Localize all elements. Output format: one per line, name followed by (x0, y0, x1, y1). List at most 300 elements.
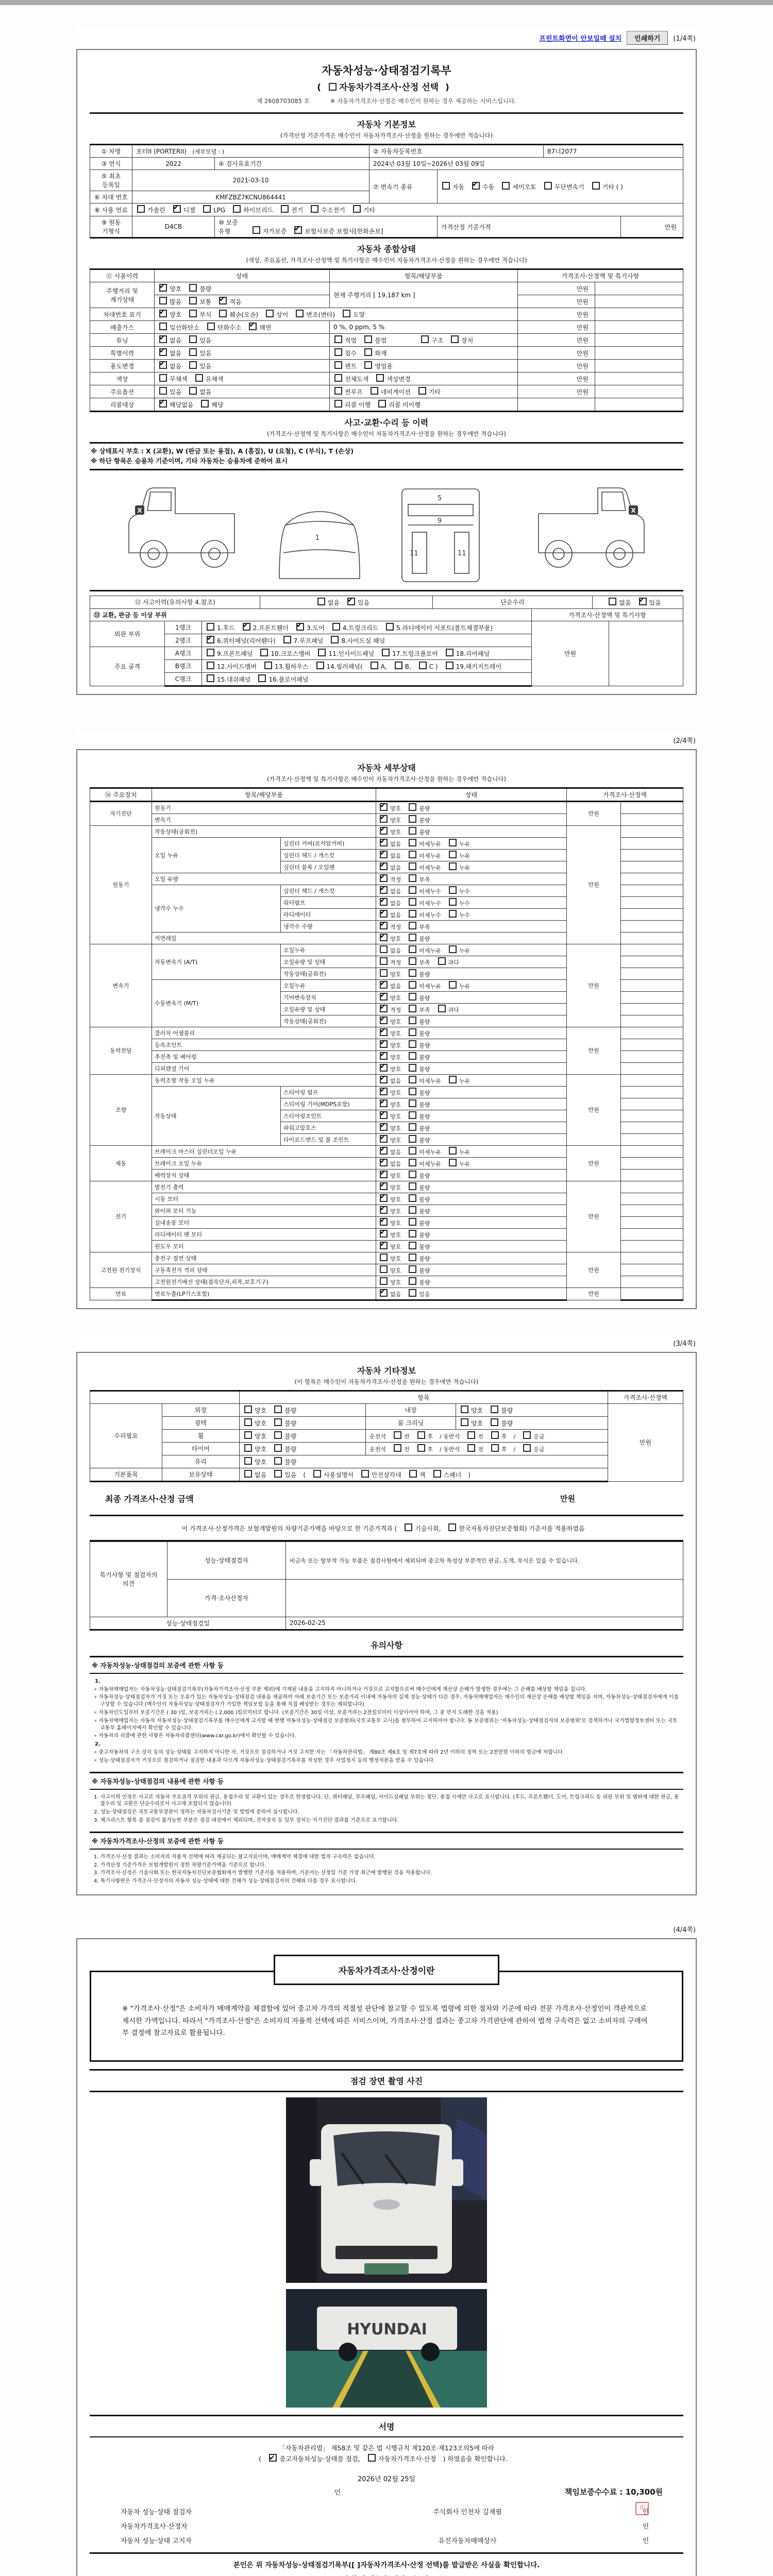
checkbox-unchecked-icon (203, 205, 211, 213)
checkbox-label: 수소전기 (321, 207, 345, 214)
checkbox-label: 양호 (390, 971, 401, 978)
device-group-label: 조향 (90, 1074, 152, 1145)
checkbox-checked-icon (159, 335, 167, 343)
item-label: 디퍼렌셜 기어 (152, 1062, 376, 1074)
checkbox-unchecked-icon (409, 1265, 416, 1273)
tire-positions (366, 1442, 608, 1455)
option-items (330, 385, 518, 398)
emission-options (155, 321, 330, 334)
checkbox-checked-icon (380, 910, 388, 918)
checkbox-label: 장치 (461, 337, 474, 344)
checkbox-unchecked-icon (159, 297, 167, 304)
checkbox-label: ) 하였음을 확인합니다. (443, 2455, 508, 2463)
price-blank-cell (621, 1240, 683, 1252)
checkbox-label: / 동반석 (440, 1433, 460, 1440)
checkbox-checked-icon (159, 400, 167, 408)
item-state (376, 1015, 567, 1027)
checkbox-unchecked-icon (446, 662, 453, 669)
price-blank-cell (621, 1086, 683, 1098)
checkbox-unchecked-icon (409, 839, 416, 846)
row-label: 주요옵션 (90, 385, 155, 398)
checkbox-checked-icon (380, 851, 388, 858)
price-blank-cell (621, 1276, 683, 1287)
checkbox-checked-icon (380, 1111, 388, 1119)
checkbox-label: 썬루프 (345, 388, 363, 396)
checkbox-label: 없음 (390, 947, 401, 954)
item-state (376, 1287, 567, 1300)
usage-items (330, 360, 518, 372)
col-header: 항목/해당부품 (330, 269, 518, 282)
checkbox-checked-icon (380, 862, 388, 870)
panel-rank-table (90, 608, 683, 687)
checkbox-unchecked-icon (438, 1005, 446, 1012)
detail-table (90, 787, 683, 1301)
checkbox-unchecked-icon (449, 886, 457, 894)
price-unit: 만원 (567, 1145, 621, 1181)
repair-needed-label: 수리필요 (90, 1403, 162, 1468)
checkbox-checked-icon (380, 898, 388, 906)
checkbox-label: 불량 (419, 1125, 430, 1132)
checkbox-label: 없음 (170, 363, 182, 370)
checkbox-unchecked-icon (442, 182, 450, 190)
checkbox-unchecked-icon (448, 1523, 456, 1531)
buyer-confirmation-date (90, 2571, 683, 2576)
checkbox-label: 부식 (199, 311, 212, 318)
checkbox-label: 전 (404, 1433, 410, 1440)
checkbox-unchecked-icon (491, 1418, 498, 1426)
checkbox-unchecked-icon (334, 400, 342, 408)
warranty-fee: 책임보증수수료 : 10,300원 (564, 2487, 663, 2497)
checkbox-label: 3.도어 (307, 624, 325, 632)
item-label: 실린더 헤드 / 개스킷 (281, 849, 376, 861)
appraiser-opinion-label: 가격·조사산정자 (167, 1579, 286, 1617)
top-gray-bar (0, 0, 773, 5)
checkbox-label: 보통 (199, 298, 212, 306)
accident-title: 사고·교환·수리 등 이력 (344, 418, 429, 428)
appraisal-box-text: ※ "가격조사·산정"은 소비자가 매매계약을 체결함에 있어 중고차 가격의 적절성 판단에 참고할 수 있도록 법령에 의한 절차와 기준에 따라 전문 가격조사·산정인이 객관적으로 제시한 가액입니다. 따라서 "가격조사·산정"은 소비자의 자율적 선택에 따른 서비스이며, 가격조사·산정 결과는 중고차 가격판단에 관하여 법적 구속력은 없고 소비자의 구매여부 결정에 참고자료로 활용됩니다. (90, 1971, 683, 2062)
field-label: ① 차명 (90, 145, 132, 158)
checkbox-label: 불량 (419, 828, 430, 836)
checkbox-unchecked-icon (409, 969, 416, 977)
checkbox-unchecked-icon (207, 623, 214, 631)
basic-items-label: 기본품목 (90, 1468, 162, 1481)
device-group-label: 변속기 (90, 944, 152, 1027)
table-row (90, 1027, 683, 1039)
price-unit: 만원 (567, 944, 621, 1027)
page3-header (76, 1334, 697, 1352)
accident-history-state (260, 596, 433, 608)
checkbox-label: 미세누수 (419, 900, 441, 907)
checkbox-label: 미세누유 (419, 947, 441, 954)
item-label: 윈도우 모터 (152, 1240, 376, 1252)
checkbox-label: 없음 (199, 388, 212, 396)
signer-name: 주식회사 인천차 김재필 (433, 2509, 502, 2517)
checkbox-unchecked-icon (394, 1431, 401, 1439)
checkbox-label: 매연 (259, 324, 272, 331)
price-unit: 만원 (518, 295, 595, 308)
photo-brand-text: HYUNDAI (347, 2320, 427, 2338)
checkbox-label: 누유 (459, 852, 470, 859)
checkbox-unchecked-icon (368, 2454, 376, 2462)
checkbox-unchecked-icon (376, 374, 384, 382)
checkbox-label: 자동차가격조사·산정 (378, 2455, 436, 2463)
checkbox-label: 자가보증 (262, 228, 287, 235)
checkbox-label: 7.루프패널 (293, 637, 324, 645)
checkbox-label: 양호 (390, 1137, 401, 1144)
checkbox-label: 양호 (255, 1445, 267, 1453)
price-unit: 만원 (518, 282, 595, 295)
remarks-table (90, 1541, 683, 1631)
checkbox-unchecked-icon (343, 310, 350, 317)
checkbox-label: 양호 (390, 1219, 401, 1227)
wheel-positions (366, 1429, 608, 1442)
checkbox-label: 불량 (419, 1267, 430, 1274)
checkbox-label: 양호 (390, 805, 401, 812)
notice-paragraph: 4. 특기사항란은 가격조사·산정자의 자동차 성능·상태에 대한 견해가 성능·상태점검자의 견해와 다를 경우 표시합니다. (94, 1878, 358, 1885)
checkbox-checked-icon (219, 297, 227, 304)
checkbox-checked-icon (380, 1147, 388, 1155)
checkbox-label: 수동 (482, 183, 495, 191)
price-blank-cell (621, 1252, 683, 1264)
item-label: 실린더 커버(로커암커버) (281, 837, 376, 849)
checkbox-checked-icon (380, 1230, 388, 1238)
checkbox-label: 전 (478, 1446, 483, 1453)
checkbox-label: 하이브리드 (243, 207, 274, 214)
checkbox-checked-icon (347, 598, 355, 605)
checkbox-checked-icon (380, 803, 388, 811)
price-blank-cell (621, 896, 683, 908)
checkbox-label: 누수 (459, 888, 470, 895)
checkbox-label: 후 (501, 1433, 507, 1440)
item-label: 작동상태(공회전) (152, 825, 376, 837)
checkbox-unchecked-icon (189, 335, 197, 343)
checkbox-label: 없음 (390, 1148, 401, 1156)
notice-section-body (90, 1790, 683, 1826)
price-blank-cell (621, 979, 683, 991)
polish-state (240, 1416, 366, 1429)
item-state (376, 1240, 567, 1252)
checkbox-label: 부족 (419, 959, 430, 966)
checkbox-unchecked-icon (233, 205, 241, 213)
item-parent-label: 오일 누유 (152, 837, 281, 873)
checkbox-label: / (513, 1433, 516, 1440)
price-unit: 만원 (608, 1403, 683, 1481)
price-blank-cell (621, 814, 683, 825)
print-button[interactable]: 인쇄하기 (627, 31, 668, 45)
item-state (376, 861, 567, 873)
checkbox-label: 불량 (419, 1042, 430, 1049)
checkbox-label: 양호 (390, 1243, 401, 1250)
tire-state (240, 1442, 366, 1455)
checkbox-checked-icon (380, 1159, 388, 1166)
checkbox-label: 있음 (199, 337, 212, 344)
checkbox-unchecked-icon (409, 1171, 416, 1178)
checkbox-unchecked-icon (334, 387, 342, 395)
checkbox-label: 양호 (390, 1042, 401, 1049)
checkbox-unchecked-icon (219, 310, 227, 317)
checkbox-unchecked-icon (409, 1159, 416, 1166)
checkbox-unchecked-icon (189, 310, 197, 317)
notice-paragraph: ∘ 자동차매매업자는 자동차 자동차성능·상태점검기록부를 매수인에게 고지할 때 현행 자동차성능·상태점검 보증범위(국토교통부 고시)를 첨부하여 고지하여야 합니다. 동 보증범위는 '자동차성능·상태점검자의 보증범위'로 검색하거나 국가법령정보센터 또는 국토교통부 홈페이지에서 확인할 수 있습니다. (94, 1718, 678, 1731)
checkbox-unchecked-icon (380, 1253, 388, 1261)
device-group-label: 제동 (90, 1145, 152, 1181)
row-label: 차대번호 표기 (90, 308, 155, 321)
signer-seal: 인 (642, 2537, 649, 2546)
checkbox-unchecked-icon (274, 1444, 282, 1452)
checkbox-unchecked-icon (364, 348, 372, 356)
vin: KMFZBZ7KCNU864441 (132, 191, 369, 204)
checkbox-label: 해당없음 (170, 401, 194, 409)
price-blank-cell (621, 1050, 683, 1062)
checkbox-unchecked-icon (207, 649, 214, 656)
checkbox-label: 누수 (459, 900, 470, 907)
checkbox-label: 자동 (452, 183, 465, 191)
checkbox-label: 미세누유 (419, 1077, 441, 1084)
item-label: 오일누유 (281, 979, 376, 991)
checkbox-unchecked-icon (283, 636, 291, 643)
item-label: 배력장치 상태 (152, 1169, 376, 1181)
checkbox-label: 잭 (419, 1471, 426, 1479)
checkbox-label: 불량 (419, 1065, 430, 1073)
notice-paragraph: ∘ 자동차매매업자는 자동차성능·상태점검기록부(자동차가격조사·산정 부분 제외)에 기재된 내용을 고지하지 아니하거나 거짓으로 고지함으로써 매수인에게 재산상 손해가 발생한 경우에는 그 손해를 배상할 책임을 집니다. (94, 1686, 587, 1692)
checkbox-unchecked-icon (274, 1418, 282, 1426)
price-blank-cell (621, 956, 683, 968)
inspection-photo-side (90, 2289, 683, 2410)
checkbox-unchecked-icon (433, 1470, 441, 1478)
checkbox-unchecked-icon (371, 662, 378, 669)
checkbox-unchecked-icon (409, 1242, 416, 1249)
checkbox-unchecked-icon (253, 226, 260, 234)
notice-section-header: ※ 자동차가격조사·산정의 보증에 관한 사항 등 (90, 1832, 683, 1850)
checkbox-label: 양호 (390, 1030, 401, 1037)
checkbox-unchecked-icon (409, 827, 416, 835)
checkbox-unchecked-icon (264, 662, 272, 669)
item-state (376, 837, 567, 849)
simple-repair-label: 단순수리 (433, 596, 593, 608)
item-state (376, 1228, 567, 1240)
item-label: 오일 유량 (152, 873, 376, 885)
inspection-date-label: 성능·상태점검일 (90, 1617, 286, 1630)
checkbox-unchecked-icon (409, 1194, 416, 1202)
field-label: ③ 연식 (90, 158, 132, 170)
notice-paragraph: 1. 가격조사·산정 결과는 소비자의 자율적 선택에 따라 제공되는 참고자료이며, 매매계약 체결에 대한 법적 구속력은 없습니다. (94, 1854, 376, 1860)
checkbox-unchecked-icon (296, 310, 304, 317)
item-label: 연료누출(LP가스포함) (152, 1287, 376, 1300)
outer-panel-label: 외판 부위 (90, 621, 165, 647)
price-blank-cell (621, 1264, 683, 1276)
checkbox-unchecked-icon (449, 1147, 457, 1155)
checkbox-checked-icon (380, 1135, 388, 1143)
accident-legend-1: ※ 상태표시 부호 : X (교환), W (판금 또는 용접), A (흠집), U (요철), C (부식), T (손상) (91, 447, 354, 455)
price-blank-cell (621, 1015, 683, 1027)
checkbox-label: 전 (404, 1446, 410, 1453)
item-label: 라디에이터 (281, 908, 376, 920)
page-number-label: (2/4쪽) (673, 737, 696, 745)
checkbox-label: 불량 (419, 1196, 430, 1203)
price-unit: 만원 (518, 347, 595, 360)
checkbox-label: 있음 (649, 599, 661, 606)
checkbox-unchecked-icon (380, 1277, 388, 1285)
item-state (376, 1181, 567, 1193)
checkbox-label: 16.플로어패널 (268, 675, 309, 683)
checkbox-label: 변조(변타) (306, 311, 335, 318)
usage-state (155, 360, 330, 372)
checkbox-checked-icon (380, 1016, 388, 1024)
checkbox-checked-icon (380, 886, 388, 894)
checkbox-label: 없음 (170, 350, 182, 357)
item-state (376, 1216, 567, 1228)
row-label: 휠 (162, 1429, 240, 1442)
item-state (376, 801, 567, 814)
checkbox-unchecked-icon (409, 874, 416, 882)
item-label: 라디에이터 팬 모터 (152, 1228, 376, 1240)
checkbox-label: 색상변경 (386, 376, 411, 383)
checkbox-label: 세미오토 (512, 183, 536, 191)
checkbox-unchecked-icon (244, 1457, 252, 1465)
checkbox-label: 양호 (471, 1419, 483, 1427)
checkbox-label: 양호 (471, 1406, 483, 1414)
doc-service-note: ※ 자동차가격조사·산정은 매수인이 원하는 경우 제공하는 서비스입니다. (330, 97, 516, 105)
checkbox-unchecked-icon (409, 1289, 416, 1297)
checkbox-label: 운전석 (369, 1446, 386, 1453)
checkbox-label: 양호 (390, 817, 401, 824)
basic-items-state (240, 1468, 608, 1481)
checkbox-label: 기타 (363, 207, 375, 214)
item-state (376, 1050, 567, 1062)
checkbox-label: 없음 (255, 1471, 267, 1479)
item-state (376, 1039, 567, 1050)
diagram-zone-11b: 11 (458, 549, 466, 557)
checkbox-label: 없음 (390, 840, 401, 848)
checkbox-label: 양호 (255, 1419, 267, 1427)
interior-state (456, 1403, 608, 1416)
item-state (376, 1110, 567, 1122)
checkbox-label: 양호 (170, 311, 182, 318)
checkbox-label: 양호 (390, 1279, 401, 1286)
red-stamp-icon: 印 (635, 2502, 649, 2515)
row-label: 외장 (162, 1403, 240, 1416)
checkbox-unchecked-icon (189, 297, 197, 304)
checkbox-label: 없음 (390, 1291, 401, 1298)
checkbox-label: 부족 (419, 876, 430, 883)
checkbox-label: 누유 (459, 1077, 470, 1084)
inspector-opinion-label: 성능·상태점검자 (167, 1541, 286, 1579)
checkbox-label: 적정 (390, 876, 401, 883)
checkbox-label: 누유 (459, 864, 470, 871)
checkbox-unchecked-icon (386, 623, 394, 631)
checkbox-label: 불량 (419, 1255, 430, 1262)
item-label: 커먼레일 (152, 932, 376, 944)
price-blank-cell (621, 920, 683, 932)
checkbox-label: 양호 (390, 1184, 401, 1191)
price-unit: 만원 (518, 321, 595, 334)
item-label: 냉각수 수량 (281, 920, 376, 932)
fuel-options (132, 204, 683, 216)
inspector-opinion: 비금속 또는 탈부착 가능 부품은 점검사항에서 제외되며 중고차 특성상 부분적인 판금, 도색, 부식은 있을 수 있습니다. (286, 1541, 683, 1579)
page2 (76, 749, 697, 1309)
checkbox-unchecked-icon (417, 1444, 425, 1452)
checkbox-label: 있음 (199, 363, 212, 370)
item-state (376, 944, 567, 956)
item-state (376, 873, 567, 885)
checkbox-unchecked-icon (409, 862, 416, 870)
item-state (376, 1264, 567, 1276)
rankC-items (202, 672, 532, 686)
item-label: 기어변속장치 (281, 991, 376, 1003)
checkbox-unchecked-icon (409, 1099, 416, 1107)
checkbox-checked-icon (380, 815, 388, 823)
checkbox-unchecked-icon (159, 387, 167, 395)
item-state (376, 908, 567, 920)
overall-table (90, 268, 683, 412)
checkbox-label: 침수 (345, 350, 357, 357)
price-unit: 만원 (567, 1252, 621, 1287)
notice-paragraph: 2. (95, 1741, 100, 1748)
checkbox-unchecked-icon (266, 310, 274, 317)
recall-state (155, 398, 330, 412)
page4-header (76, 1920, 697, 1938)
row-label: 유리 (162, 1455, 240, 1468)
checkbox-unchecked-icon (409, 803, 416, 811)
row-label: 광택 (162, 1416, 240, 1429)
item-state (376, 896, 567, 908)
checkbox-label: 불량 (419, 1231, 430, 1239)
checkbox-label: 누수 (459, 911, 470, 919)
basic-info-title: 자동차 기본정보 (357, 120, 416, 129)
item-state (376, 979, 567, 991)
page-number-label: (1/4쪽) (673, 35, 696, 43)
checkbox-checked-icon (380, 993, 388, 1001)
col-header: 가격조사·산정액 (608, 1391, 683, 1403)
checkbox-label: 없음 (390, 864, 401, 871)
checkbox-label: 훼손(오손) (229, 311, 259, 318)
sign-date: 2026년 02월 25일 (357, 2476, 416, 2484)
checkbox-unchecked-icon (409, 957, 416, 965)
table-row (90, 801, 683, 814)
checkbox-unchecked-icon (446, 649, 453, 656)
checkbox-unchecked-icon (331, 636, 339, 643)
checkbox-unchecked-icon (419, 662, 427, 669)
checkbox-label: 양호 (390, 1018, 401, 1025)
col-header: 상태 (376, 788, 567, 801)
diagram-zone-5: 5 (437, 494, 442, 502)
price-unit: 만원 (567, 1287, 621, 1300)
checkbox-label: ( (317, 82, 321, 93)
rankA-items (202, 647, 532, 659)
special-state (155, 347, 330, 360)
detail-title: 자동차 세부상태 (357, 762, 416, 773)
sign-title: 서명 (90, 2415, 683, 2437)
diagram-zone-9: 9 (437, 517, 442, 525)
checkbox-label: 18.리어패널 (456, 650, 490, 657)
checkbox-checked-icon (380, 1289, 388, 1297)
item-state (376, 1276, 567, 1287)
appraisal-box-title: 자동차가격조사·산정이란 (274, 1955, 499, 1985)
checkbox-unchecked-icon (395, 662, 402, 669)
checkbox-label: 양호 (390, 994, 401, 1002)
accident-history-table (90, 596, 683, 609)
checkbox-label: 유채색 (205, 376, 224, 383)
accident-legend-2: ※ 하단 항목은 승용차 기준이며, 기타 자동차는 승용차에 준하여 표시 (91, 457, 288, 465)
checkbox-unchecked-icon (449, 910, 457, 918)
checkbox-unchecked-icon (523, 1431, 531, 1439)
checkbox-unchecked-icon (409, 1147, 416, 1155)
print-install-link[interactable]: 프린트화면이 안보일때 설치 (539, 35, 622, 43)
checkbox-label: 적정 (390, 1006, 401, 1013)
checkbox-unchecked-icon (409, 934, 416, 941)
checkbox-label: 후 (427, 1433, 433, 1440)
checkbox-label: 없음 (170, 337, 182, 344)
